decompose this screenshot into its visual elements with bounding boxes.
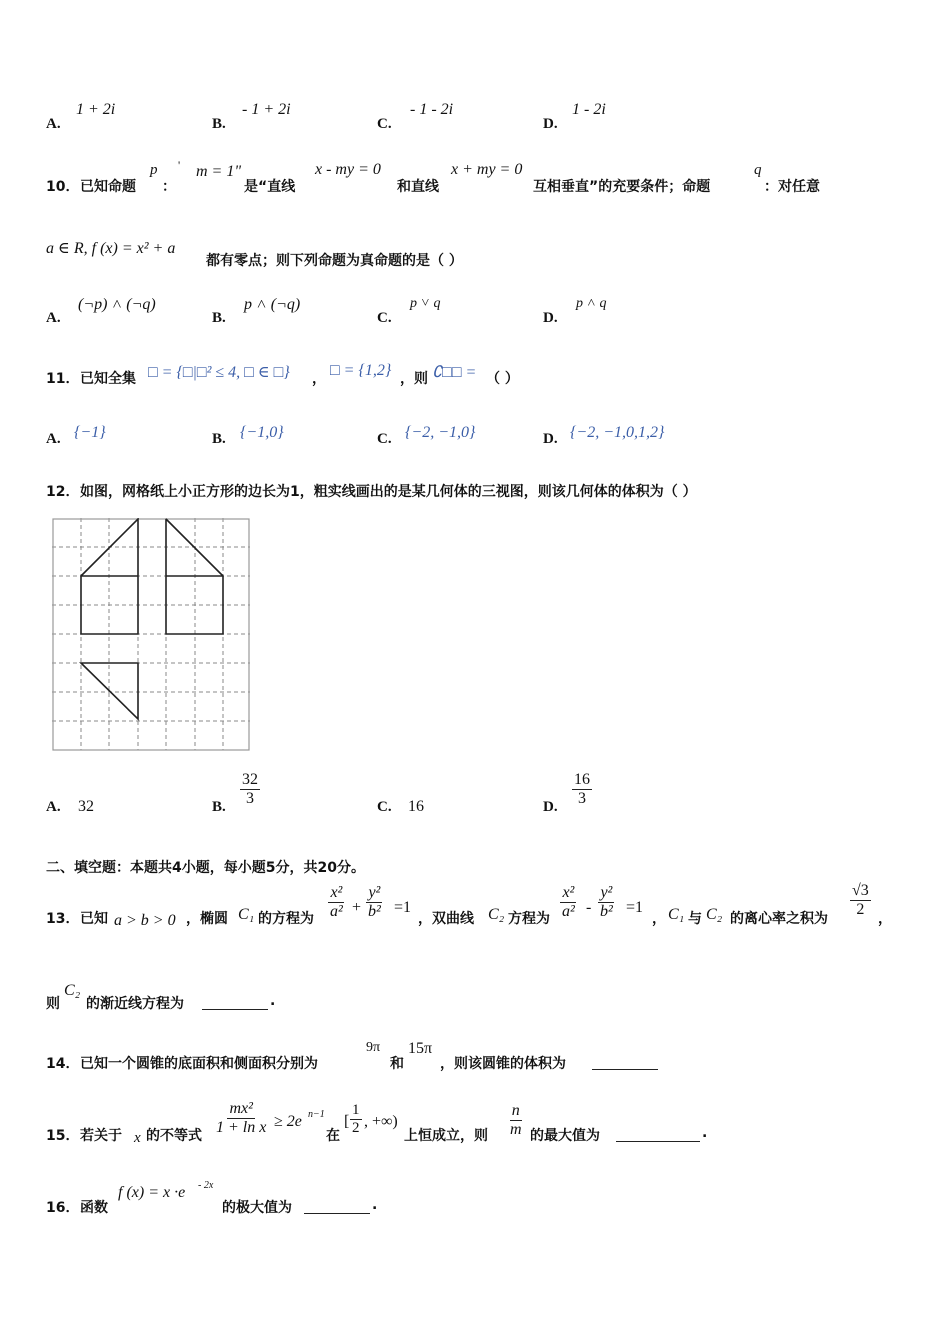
q10-option-d-label: D. <box>543 310 558 326</box>
q11-option-c-label: C. <box>377 431 392 447</box>
q11-option-b-value: {−1,0} <box>240 424 284 441</box>
q15-text-4: 上恒成立，则 <box>404 1128 488 1144</box>
q16-text-2: 的极大值为 <box>222 1200 292 1216</box>
section-2-heading: 二、填空题：本题共4小题，每小题5分，共20分。 <box>46 860 365 876</box>
q13-text-1: 已知 <box>80 911 108 927</box>
q10-line2-math: a ∈ R, f (x) = x² + a <box>46 240 176 257</box>
q9-option-b-value: - 1 + 2i <box>242 101 291 118</box>
q15-interval-close: , +∞) <box>364 1113 398 1130</box>
q13-hyperbola-b2: b² <box>600 903 613 920</box>
q9-option-c-value: - 1 - 2i <box>410 101 454 118</box>
q16-end: . <box>372 1197 378 1213</box>
q13-number: 13． <box>46 911 80 927</box>
q15-ineq-frac <box>214 1100 268 1137</box>
q15-ratio-num: n <box>511 1102 520 1119</box>
q10-text-5: ：对任意 <box>764 179 820 195</box>
q13-c1-b: C₁ <box>668 906 685 923</box>
q16-exponent: - 2x <box>198 1180 214 1191</box>
q14-text-3: ，则该圆锥的体积为 <box>440 1056 566 1072</box>
q11-sep: ， <box>312 371 326 387</box>
q11-option-d-label: D. <box>543 431 558 447</box>
q13-ellipse-x2: x² <box>330 884 343 901</box>
q12-number: 12． <box>46 484 80 500</box>
q10-m-eq: m = 1" <box>196 163 242 180</box>
q10-text-4: 互相垂直”的充要条件；命题 <box>533 179 711 195</box>
q11-set-u: □ = {□|□² ≤ 4, □ ∈ □} <box>148 364 290 381</box>
q16-answer-blank[interactable] <box>304 1212 370 1214</box>
q13-line2-text-1: 则 <box>46 996 60 1012</box>
q14-answer-blank[interactable] <box>592 1068 658 1070</box>
q13-ellipse-frac-x <box>328 884 345 921</box>
q10-q: q <box>754 162 762 178</box>
q16-text-1: 函数 <box>80 1200 108 1216</box>
q15-end: . <box>702 1125 708 1141</box>
q16-function: f (x) = x ·e <box>118 1184 186 1201</box>
q15-ratio-frac <box>508 1102 524 1139</box>
q13-line2-c2: C₂ <box>64 982 81 999</box>
q13-c1: C₁ <box>238 906 255 923</box>
q10-option-d-value: p ˄ q <box>576 296 607 311</box>
q15-interval-open: [ <box>344 1113 350 1130</box>
q13-hyperbola-y2: y² <box>600 884 613 901</box>
q11-text-3: （ ） <box>486 371 519 387</box>
q13-text-7: 与 <box>688 911 702 927</box>
q13-line2-text-2: 的渐近线方程为 <box>86 996 184 1012</box>
q15-text-3: 在 <box>326 1128 340 1144</box>
q14-number: 14． <box>46 1056 80 1072</box>
q10-line-2: x + my = 0 <box>451 161 523 178</box>
q15-half-num: 1 <box>352 1102 360 1118</box>
q14-area-2: 15π <box>408 1040 433 1057</box>
q9-option-a-value: 1 + 2i <box>76 101 116 118</box>
q13-text-6: ， <box>652 911 666 927</box>
q13-hyperbola-a2: a² <box>562 903 575 920</box>
q11-option-b-label: B. <box>212 431 226 447</box>
q13-text-9: ， <box>878 911 892 927</box>
q10-number: 10． <box>46 179 80 195</box>
q14-text-1: 已知一个圆锥的底面积和侧面积分别为 <box>80 1056 318 1072</box>
q10-colon: ： <box>162 179 176 195</box>
q14-text-2: 和 <box>390 1056 404 1072</box>
q15-ineq-num: mx² <box>229 1100 253 1117</box>
q11-number: 11． <box>46 371 80 387</box>
q12-option-b-fraction <box>240 771 260 808</box>
q15-half-den: 2 <box>352 1120 360 1136</box>
q9-option-c-label: C. <box>377 116 392 132</box>
q10-option-a-value: (¬p) ˄ (¬q) <box>78 296 156 313</box>
q13-hyperbola-x2: x² <box>562 884 575 901</box>
q15-text-1: 若关于 <box>80 1128 122 1144</box>
q13-c2-b: C₂ <box>706 906 723 923</box>
q13-ellipse-frac-y <box>366 884 383 921</box>
q13-product-num: √3 <box>852 882 869 899</box>
q12-text: 如图，网格纸上小正方形的边长为1，粗实线画出的是某几何体的三视图，则该几何体的体积为（ ） <box>80 484 697 500</box>
q13-text-4: ，双曲线 <box>418 911 474 927</box>
q10-text-1: 已知命题 <box>80 179 136 195</box>
q13-line2-end: . <box>270 993 276 1009</box>
q10-text-2: 是“直线 <box>244 179 296 195</box>
q13-ellipse-a2: a² <box>330 903 343 920</box>
q10-option-b-label: B. <box>212 310 226 326</box>
q15-ratio-den: m <box>510 1121 522 1138</box>
q10-option-c-value: p ˅ q <box>410 296 441 311</box>
q13-eq-2: =1 <box>626 899 644 916</box>
q13-answer-blank[interactable] <box>202 1008 268 1010</box>
q12-option-a-label: A. <box>46 799 61 815</box>
q11-set-a: □ = {1,2} <box>330 362 392 379</box>
q10-p: p <box>150 162 158 178</box>
q13-plus: + <box>352 899 362 916</box>
q13-text-2: ，椭圆 <box>186 911 228 927</box>
q11-option-a-value: {−1} <box>74 424 106 441</box>
q15-text-2: 的不等式 <box>146 1128 202 1144</box>
q13-c2: C₂ <box>488 906 505 923</box>
q15-ineq-rhs: ≥ 2e <box>274 1113 302 1130</box>
q12-option-d-label: D. <box>543 799 558 815</box>
three-view-figure <box>52 518 252 752</box>
q10-line2-text: 都有零点；则下列命题为真命题的是（ ） <box>206 253 463 269</box>
q12-option-d-den: 3 <box>578 790 586 807</box>
q9-option-d-label: D. <box>543 116 558 132</box>
q12-option-b-label: B. <box>212 799 226 815</box>
q10-line-1: x - my = 0 <box>315 161 381 178</box>
q10-option-c-label: C. <box>377 310 392 326</box>
q13-hyperbola-frac-x <box>560 884 577 921</box>
q15-half-frac <box>350 1102 362 1137</box>
q11-option-a-label: A. <box>46 431 61 447</box>
q15-answer-blank[interactable] <box>616 1140 700 1142</box>
q9-option-d-value: 1 - 2i <box>572 101 606 118</box>
q9-option-b-label: B. <box>212 116 226 132</box>
q11-option-d-value: {−2, −1,0,1,2} <box>570 424 665 441</box>
q12-option-d-num: 16 <box>574 771 590 788</box>
q13-minus: - <box>586 899 592 916</box>
q13-text-3: 的方程为 <box>258 911 314 927</box>
q12-option-d-fraction <box>572 771 592 808</box>
q13-product-frac <box>850 882 871 919</box>
q9-option-a-label: A. <box>46 116 61 132</box>
q13-text-8: 的离心率之积为 <box>730 911 828 927</box>
q15-ineq-den: 1 + ln x <box>216 1119 267 1136</box>
q12-option-c-value: 16 <box>408 798 424 815</box>
q10-option-a-label: A. <box>46 310 61 326</box>
q12-option-a-value: 32 <box>78 798 94 815</box>
q12-option-b-num: 32 <box>242 771 258 788</box>
q13-product-den: 2 <box>856 901 865 918</box>
q10-text-3: 和直线 <box>397 179 439 195</box>
q11-complement: ∁□□ = <box>432 364 477 381</box>
q16-number: 16． <box>46 1200 80 1216</box>
q10-tick: ' <box>178 158 181 172</box>
q13-text-5: 方程为 <box>508 911 550 927</box>
q12-option-b-den: 3 <box>246 790 254 807</box>
q15-x: x <box>134 1130 141 1146</box>
q13-hyperbola-frac-y <box>598 884 615 921</box>
q13-ellipse-y2: y² <box>368 884 381 901</box>
q12-option-c-label: C. <box>377 799 392 815</box>
q15-number: 15． <box>46 1128 80 1144</box>
q13-condition: a > b > 0 <box>114 912 176 929</box>
q11-text-1: 已知全集 <box>80 371 136 387</box>
q11-option-c-value: {−2, −1,0} <box>405 424 476 441</box>
q11-text-2: ，则 <box>400 371 428 387</box>
q14-area-1: 9π <box>366 1040 381 1055</box>
q15-text-5: 的最大值为 <box>530 1128 600 1144</box>
q13-eq-1: =1 <box>394 899 412 916</box>
q13-ellipse-b2: b² <box>368 903 381 920</box>
q10-option-b-value: p ˄ (¬q) <box>244 296 301 313</box>
q15-ineq-sup: n−1 <box>308 1109 325 1120</box>
